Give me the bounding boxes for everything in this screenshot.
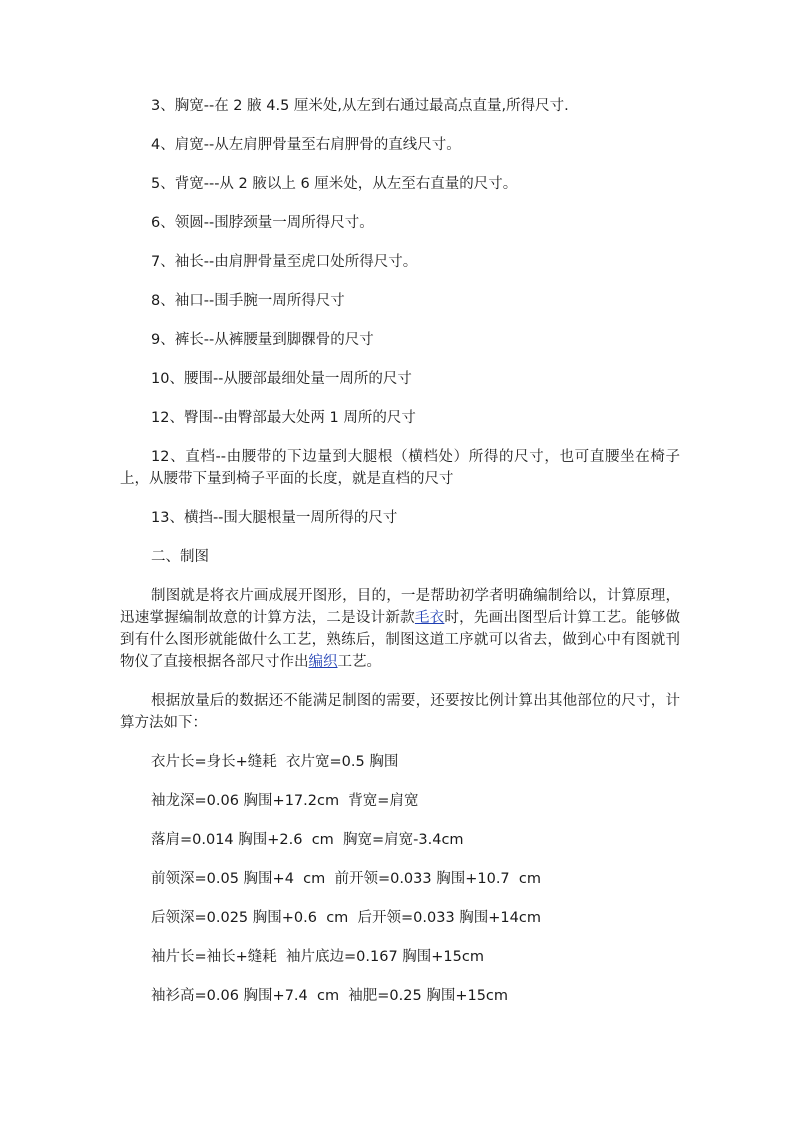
- calculation-intro-paragraph: 根据放量后的数据还不能满足制图的需要，还要按比例计算出其他部位的尺寸，计算方法如下：: [120, 693, 680, 731]
- section-heading-drafting: 二、制图: [151, 549, 209, 565]
- formula-shoulder-drop: 落肩=0.014 胸围+2.6 cm 胸宽=肩宽-3.4cm: [151, 832, 464, 848]
- drafting-intro-paragraph: [120, 585, 680, 673]
- formula-sleeve-piece: 袖片长=袖长+缝耗 袖片底边=0.167 胸围+15cm: [151, 949, 484, 965]
- measure-rise: 12、直档--由腰带的下边量到大腿根（横档处）所得的尺寸，也可直腰坐在椅子上，从腰带下量到椅子平面的长度，就是直档的尺寸: [120, 449, 680, 487]
- link-knitting[interactable]: 编织: [308, 654, 338, 670]
- formula-front-neck: 前领深=0.05 胸围+4 cm 前开领=0.033 胸围+10.7 cm: [151, 871, 541, 887]
- measure-hip: 12、臀围--由臀部最大处两 1 周所的尺寸: [151, 410, 416, 426]
- measure-shoulder-width: 4、肩宽--从左肩胛骨量至右肩胛骨的直线尺寸。: [151, 137, 461, 153]
- formula-back-neck: 后领深=0.025 胸围+0.6 cm 后开领=0.033 胸围+14cm: [151, 910, 541, 926]
- measure-neck-circumference: 6、领圆--围脖颈量一周所得尺寸。: [151, 215, 374, 231]
- measure-sleeve-length: 7、袖长--由肩胛骨量至虎口处所得尺寸。: [151, 254, 418, 270]
- drafting-intro-text-1: 制图就是将衣片画成展开图形，目的，一是帮助初学者明确编制给以，计算原理，迅速掌握编制故意的计算方法，二是设计新款: [120, 588, 680, 626]
- measure-chest-width: 3、胸宽--在 2 腋 4.5 厘米处,从左到右通过最高点直量,所得尺寸.: [151, 98, 569, 114]
- formula-body-length: 衣片长=身长+缝耗 衣片宽=0.5 胸围: [151, 754, 399, 770]
- measure-trouser-length: 9、裤长--从裤腰量到脚髁骨的尺寸: [151, 332, 374, 348]
- drafting-intro-text-3: 工艺。: [337, 654, 381, 670]
- measure-waist: 10、腰围--从腰部最细处量一周所的尺寸: [151, 371, 412, 387]
- measure-cuff: 8、袖口--围手腕一周所得尺寸: [151, 293, 345, 309]
- drafting-intro-text-2: 时，先画出图型后计算工艺。能够做到有什么图形就能做什么工艺，熟练后，制图这道工序就可以省去，做到心中有图就刊物仪了直接根据各部尺寸作出: [120, 610, 681, 670]
- measure-thigh: 13、横挡--围大腿根量一周所得的尺寸: [151, 510, 398, 526]
- formula-armhole-depth: 袖龙深=0.06 胸围+17.2cm 背宽=肩宽: [151, 793, 419, 809]
- measure-back-width: 5、背宽---从 2 腋以上 6 厘米处，从左至右直量的尺寸。: [151, 176, 518, 192]
- formula-sleeve-cap: 袖衫高=0.06 胸围+7.4 cm 袖肥=0.25 胸围+15cm: [151, 988, 509, 1004]
- link-sweater[interactable]: 毛衣: [414, 610, 445, 626]
